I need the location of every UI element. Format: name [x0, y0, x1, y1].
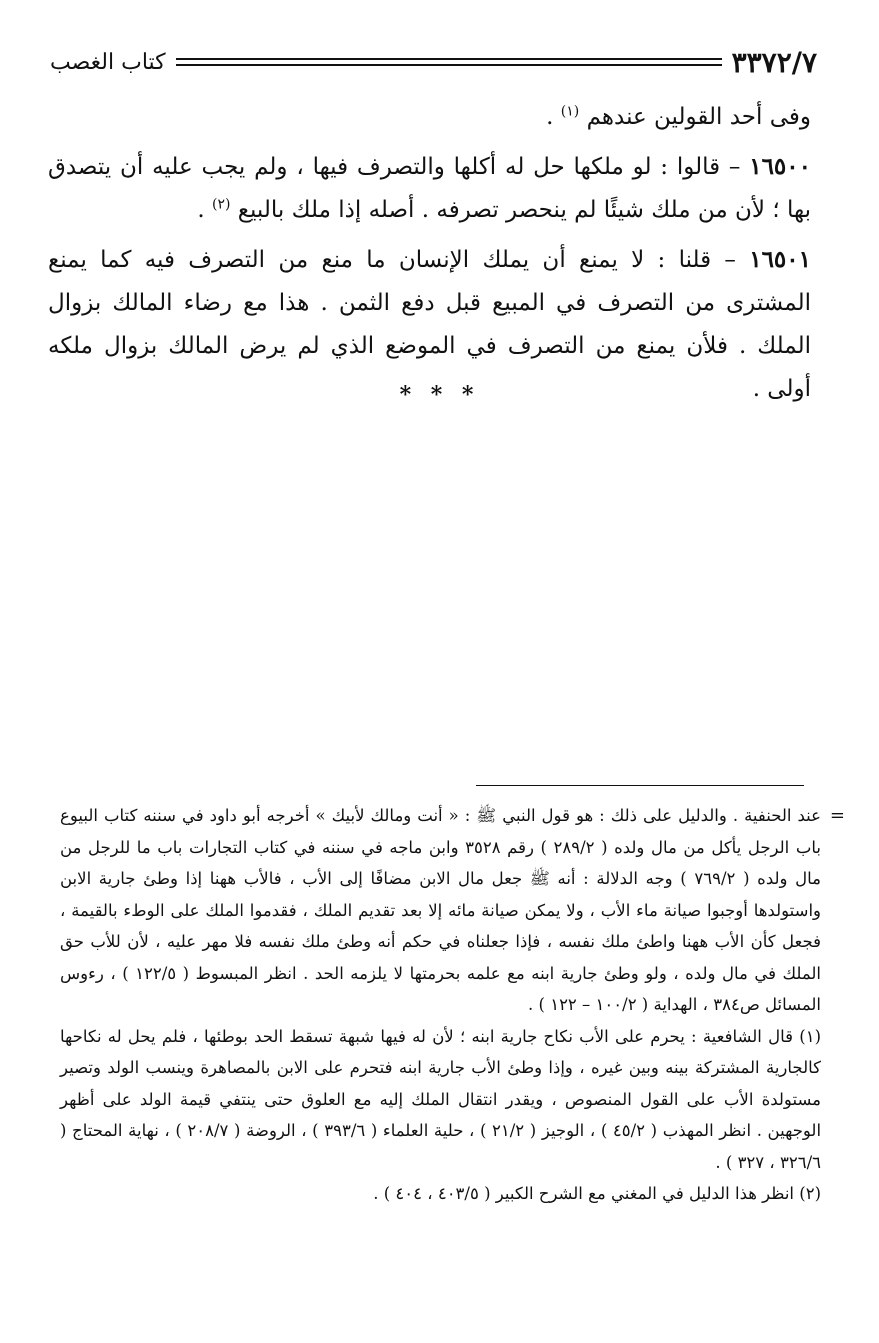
paragraph-number: ١٦٥٠٠ — [749, 153, 811, 180]
paragraph-number: ١٦٥٠١ — [749, 246, 811, 273]
header-rule — [176, 58, 722, 66]
main-text — [48, 96, 811, 417]
opening-line — [48, 96, 811, 139]
opening-line-end: . — [546, 104, 561, 130]
footnote-1: (١) قال الشافعية : يحرم على الأب نكاح جارية ابنه ؛ لأن له فيها شبهة تسقط الحد بوطئها ، فلم يحل له نكاحها كالجارية المشتركة بينه وبين غيره ، وإذا وطئ الأب جارية ابنه فتحرم على الابن بالمصاهرة وينسب الولد وتصير مستولدة الأب على القول المنصوص ، ويقدر انتقال الملك إليه مع العلوق حتى ينتفي قيمة الولد على أظهر الوجهين . انظر المهذب ( ٤٥/٢ ) ، الوجيز ( ٢١/٢ ) ، حلية العلماء ( ٣٩٣/٦ ) ، الروضة ( ٢٠٨/٧ ) ، نهاية المحتاج ( ٣٢٦/٦ ، ٣٢٧ ) . — [60, 1026, 822, 1172]
page-number: ٣٣٧٢/٧ — [731, 45, 817, 79]
paragraph-text: – قلنا : لا يمنع أن يملك الإنسان ما منع من التصرف فيه كما يمنع المشترى من التصرف في المبيع قبل دفع الثمن . هذا مع رضاء المالك بزوال الملك . فلأن يمنع من التصرف في الموضع الذي لم يرض المالك بزوال ملكه أولى . — [48, 247, 811, 402]
footnote-2: (٢) انظر هذا الدليل في المغني مع الشرح الكبير ( ٤٠٣/٥ ، ٤٠٤ ) . — [373, 1184, 821, 1203]
page-header — [50, 44, 817, 80]
footnote-rule — [476, 785, 804, 786]
running-title: كتاب الغصب — [50, 49, 166, 75]
paragraph-text: – قالوا : لو ملكها حل له أكلها والتصرف فيها ، ولم يجب عليه أن يتصدق بها ؛ لأن من ملك شيئًا لم ينحصر تصرفه . أصله إذا ملك بالبيع — [48, 154, 811, 223]
continuation-mark: = — [829, 805, 845, 826]
footnote-continued-text: عند الحنفية . والدليل على ذلك : هو قول النبي ﷺ : « أنت ومالك لأبيك » أخرجه أبو داود في سننه كتاب البيوع باب الرجل يأكل من مال ولده ( ٢٨٩/٢ ) رقم ٣٥٢٨ وابن ماجه في سننه في كتاب التجارات باب ما للرجل من مال ولده ( ٧٦٩/٢ ) وجه الدلالة : أنه ﷺ جعل مال الابن مضافًا إلى الأب ، فالأب ههنا إذا وطئ جارية الابن واستولدها أوجبوا صيانة ماء الأب ، ولا يمكن صيانة مائه إلا بعد تقديم الملك ، فقدموا الملك على الوطء بالقيمة ، فجعل كأن الأب ههنا واطئ ملك نفسه ، فإذا جعلناه في حكم أنه وطئ ملك نفسه فلا مهر عليه ، لأن للأب حق الملك في مال ولده ، ولو وطئ جارية ابنه مع علمه بحرمتها لا يلزمه الحد . انظر المبسوط ( ١٢٢/٥ ) ، رءوس المسائل ص٣٨٤ ، الهداية ( ١٠٠/٢ – ١٢٢ ) . — [60, 806, 822, 1014]
footnote-ref-1: (١) — [560, 103, 580, 120]
opening-line-text: وفى أحد القولين عندهم — [586, 104, 811, 130]
paragraph-end: . — [197, 197, 212, 223]
section-separator: * * * — [399, 382, 480, 408]
paragraph-16500 — [48, 145, 811, 232]
footnote-ref-2: (٢) — [211, 196, 231, 213]
footnote-continued — [60, 800, 845, 1021]
footnotes — [60, 800, 845, 1210]
